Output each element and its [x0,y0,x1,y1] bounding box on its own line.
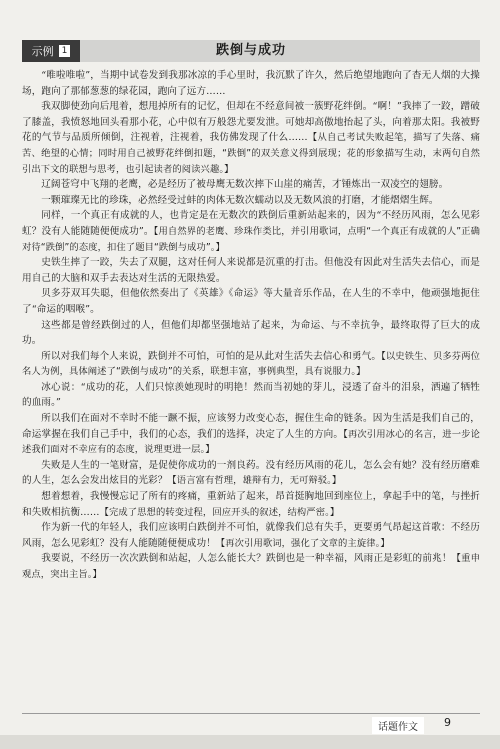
essay-paragraph [22,318,480,349]
annotation-note: 【再次引用冰心的名言，进一步论述我们面对不幸应有的态度，说理更进一层。】 [22,428,480,456]
essay-title: 跌倒与成功 [215,43,286,58]
annotation-note: 【语言富有哲理，雄辩有力，无可辩驳。】 [167,475,342,487]
bottom-stripe [0,735,500,749]
paragraph-text: 同样，一个真正有成就的人，也肯定是在无数次的跌倒后重新站起来的，因为“不经历风雨，怎么见彩虹？没有人能随随便便成功”。 [22,210,480,237]
essay-paragraph [22,349,480,380]
paragraph-text: 失败是人生的一笔财富，是促使你成功的一剂良药。没有经历风雨的花儿，怎么会有她？没有经历磨难的人生，怎么会发出炫目的光彩？ [22,459,480,487]
footer-section-label: 话题作文 [372,717,424,734]
paragraph-text: 史铁生摔了一跤，失去了双腿，这对任何人来说都是沉重的打击。但他没有因此对生活失去信心，而是用自己的大脑和双手去表达对生活的无限热爱。 [22,257,480,284]
paragraph-text: “唯啦唯啦”，当期中试卷发到我那冰凉的手心里时，我沉默了许久，然后绝望地跑向了杳无人烟的大操场，跑向了那郁葱葱的绿花园，跑向了远方…… [22,70,480,97]
essay-paragraph [22,520,480,551]
paragraph-text: 辽阔苍穹中飞翔的老鹰，必是经历了被母鹰无数次摔下山崖的痛苦，才锤炼出一双凌空的翅膀。 [41,179,449,191]
paragraph-text: 想着想着，我慢慢忘记了所有的疼痛，重新站了起来，昂首挺胸地回到座位上，拿起手中的笔，与挫折和失败相抗衡…… [22,491,480,518]
paragraph-text: 我要说，不经历一次次跌倒和站起，人怎么能长大？跌倒也是一种幸福，风雨正是彩虹的前兆！ [41,553,452,565]
paragraph-text: 所以我们在面对不幸时不能一蹶不振，应该努力改变心态，握住生命的链条。因为生活是我们自己的，命运掌握在我们自己手中，我们的心态，我们的选择，决定了人生的方向。 [22,413,480,440]
essay-paragraph [22,380,480,411]
annotation-note: 【重申观点，突出主旨。】 [22,553,480,580]
essay-paragraph [22,255,480,286]
annotation-note: 【完成了思想的转变过程，回应开头的叙述，结构严密。】 [99,506,340,518]
example-tag-label: 示例 [31,45,54,58]
essay-paragraph [22,99,480,177]
essay-body [22,68,480,583]
page-footer [0,711,500,735]
annotation-note: 【以史铁生、贝多芬两位名人为例，具体阐述了“跌倒与成功”的关系，联想丰富，事例典型，具有说服力。】 [22,350,481,378]
essay-paragraph [22,551,480,582]
essay-paragraph [22,286,480,317]
annotation-note: 【从自己考试失败起笔，描写了失落、痛苦、绝望的心情；同时用自己被野花绊倒扣题，“跌倒”的双关意义得到展现；花的形象描写生动，末两句自然引出下文的联想与思考，也引起读者的阅读兴趣。】 [22,132,480,175]
annotation-note: 【再次引用歌词，强化了文章的主旋律。】 [215,537,390,549]
page-number: 9 [444,716,451,729]
essay-paragraph [22,208,480,255]
essay-paragraph [22,411,480,458]
footer-rule [22,713,480,714]
essay-paragraph [22,458,480,489]
paragraph-text: 贝多芬双耳失聪，但他依然奏出了《英雄》《命运》等大量音乐作品，在人生的不幸中，他顽强地扼住了“命运的咽喉”。 [22,288,480,315]
paragraph-text: 一颗璀璨无比的珍珠，必然经受过蚌的肉体无数次蠕动以及无数风浪的打磨，才能熠熠生辉。 [41,194,439,206]
paragraph-text: 我双脚使劲向后甩着，想甩掉所有的记忆，但却在不经意间被一簇野花绊倒。“啊！”我摔了一跤，蹭破了膝盖，我愤怒地回头看那小花，心中似有万般怨尤要发泄。可她却高傲地抬起了头，向着那太阳。我被野花的气节与品质所倾倒，注视着，注视着，我仿佛发现了什么…… [22,101,480,144]
paragraph-text: 作为新一代的年轻人，我们应该明白跌倒并不可怕，就像我们总有失手，更要勇气昂起这首歌：不经历风雨，怎么见彩虹？没有人能随随便便成功！ [22,522,480,549]
example-tag-number: 1 [59,45,71,57]
annotation-note: 【用自然界的老鹰、珍珠作类比，并引用歌词，点明“一个真正有成就的人”正确对待“跌倒”的态度，扣住了题目“跌倒与成功”。】 [22,225,480,253]
essay-paragraph [22,177,480,193]
essay-page [22,40,480,583]
paragraph-text: 冰心说：“成功的花，人们只惊羡她现时的明艳！然而当初她的芽儿，浸透了奋斗的泪泉，洒遍了牺牲的血雨。” [22,381,480,409]
essay-paragraph [22,489,480,520]
paragraph-text: 这些都是曾经跌倒过的人，但他们却都坚强地站了起来，为命运、与不幸抗争，最终取得了巨大的成功。 [22,319,480,347]
essay-paragraph [22,193,480,209]
essay-paragraph [22,68,480,99]
paragraph-text: 所以对我们每个人来说，跌倒并不可怕，可怕的是从此对生活失去信心和勇气。 [41,350,382,362]
example-header [22,40,480,62]
